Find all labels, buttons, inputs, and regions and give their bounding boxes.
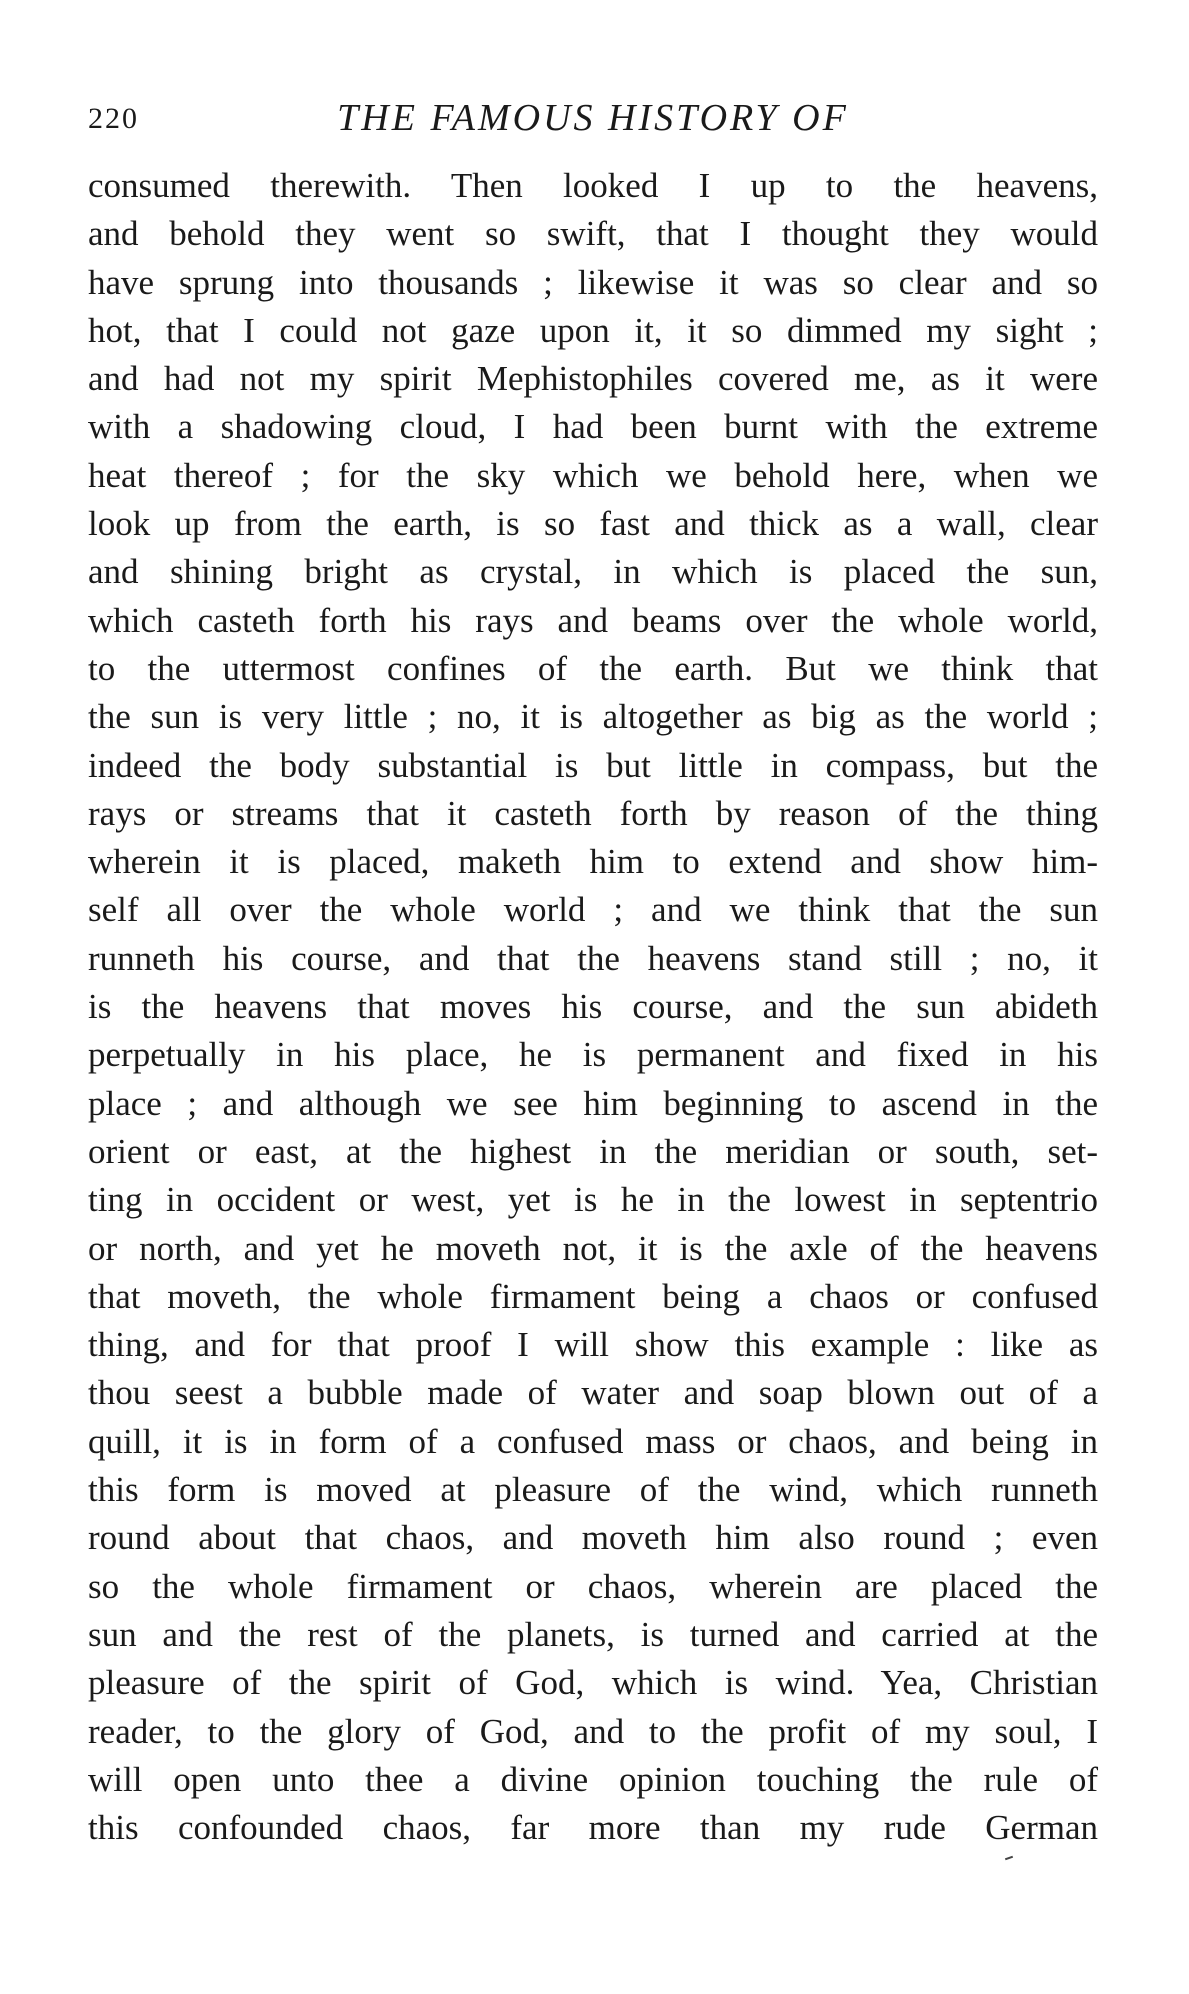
text-line: hot, that I could not gaze upon it, it so dimmed my sight ; [88, 310, 1098, 350]
text-line: heat thereof ; for the sky which we behold here, when we [88, 455, 1098, 495]
text-line: look up from the earth, is so fast and thick as a wall, clear [88, 504, 1098, 544]
page-number: 220 [88, 102, 139, 135]
text-line: consumed therewith. Then looked I up to the heavens, [88, 166, 1098, 205]
text-line: rays or streams that it casteth forth by reason of the thing [88, 793, 1098, 833]
text-line: and shining bright as crystal, in which is placed the sun, [88, 552, 1098, 592]
body-text [88, 162, 1098, 1852]
text-line: and had not my spirit Mephistophiles covered me, as it were [88, 359, 1098, 399]
text-line: quill, it is in form of a confused mass or chaos, and being in [88, 1421, 1098, 1461]
text-line: this form is moved at pleasure of the wind, which runneth [88, 1470, 1098, 1510]
text-line: perpetually in his place, he is permanent and fixed in his [88, 1035, 1098, 1075]
text-line: and behold they went so swift, that I thought they would [88, 214, 1098, 254]
text-line: or north, and yet he moveth not, it is the axle of the heavens [88, 1228, 1098, 1268]
text-line: ting in occident or west, yet is he in the lowest in septentrio [88, 1180, 1098, 1220]
text-line: pleasure of the spirit of God, which is wind. Yea, Christian [88, 1663, 1098, 1703]
text-line: is the heavens that moves his course, and the sun abideth [88, 987, 1098, 1027]
text-line: orient or east, at the highest in the meridian or south, set- [88, 1131, 1098, 1171]
text-line: wherein it is placed, maketh him to extend and show him- [88, 842, 1098, 882]
text-line: the sun is very little ; no, it is altogether as big as the world ; [88, 697, 1098, 737]
text-line: so the whole firmament or chaos, wherein are placed the [88, 1566, 1098, 1606]
text-line: thing, and for that proof I will show this example : like as [88, 1325, 1098, 1365]
print-mark [1005, 1856, 1013, 1861]
text-line: thou seest a bubble made of water and soap blown out of a [88, 1373, 1098, 1413]
text-line: this confounded chaos, far more than my rude German [88, 1808, 1098, 1848]
text-line: have sprung into thousands ; likewise it was so clear and so [88, 262, 1098, 302]
text-line: runneth his course, and that the heavens stand still ; no, it [88, 938, 1098, 978]
text-line: place ; and although we see him beginning to ascend in the [88, 1083, 1098, 1123]
text-line: round about that chaos, and moveth him also round ; even [88, 1518, 1098, 1558]
text-line: that moveth, the whole firmament being a chaos or confused [88, 1276, 1098, 1316]
text-line: self all over the whole world ; and we think that the sun [88, 890, 1098, 930]
text-line: will open unto thee a divine opinion touching the rule of [88, 1759, 1098, 1799]
running-title: THE FAMOUS HISTORY OF [337, 97, 849, 139]
text-line: which casteth forth his rays and beams over the whole world, [88, 600, 1098, 640]
text-line: with a shadowing cloud, I had been burnt with the extreme [88, 407, 1098, 447]
text-line: reader, to the glory of God, and to the profit of my soul, I [88, 1711, 1098, 1751]
text-line: indeed the body substantial is but little in compass, but the [88, 745, 1098, 785]
running-head [88, 96, 1098, 144]
text-line: sun and the rest of the planets, is turned and carried at the [88, 1614, 1098, 1654]
text-line: to the uttermost confines of the earth. But we think that [88, 648, 1098, 688]
